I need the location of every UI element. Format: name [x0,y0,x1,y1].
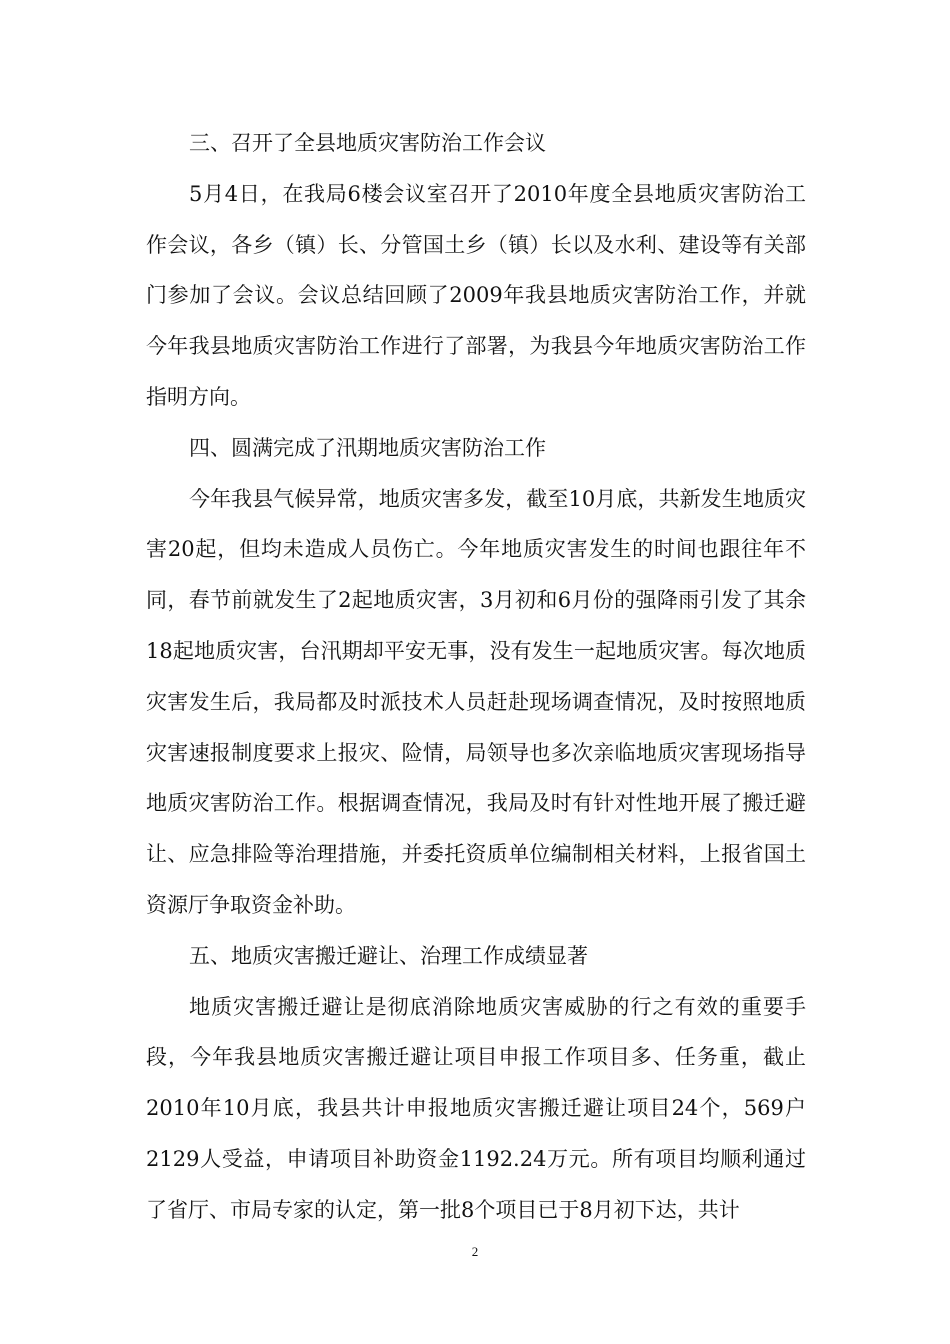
section-heading-5: 五、地质灾害搬迁避让、治理工作成绩显著 [189,943,588,968]
section-heading-3: 三、召开了全县地质灾害防治工作会议 [189,131,546,155]
page-number: 2 [471,1244,479,1259]
section-heading-4: 四、圆满完成了汛期地质灾害防治工作 [189,435,546,460]
paragraph-relocation: 地质灾害搬迁避让是彻底消除地质灾害威胁的行之有效的重要手段，今年我县地质灾害搬迁避让项目申报工作项目多、任务重，截止2010年10月底，我县共计申报地质灾害搬迁避让项目24个，569户2129人受益，申请项目补助资金1192.24万元。所有项目均顺利通过了省厅、市局专家的认定，第一批8个项目已于8月初下达，共计 [146,994,806,1222]
document-body [146,118,806,1236]
paragraph-flood-season: 今年我县气候异常，地质灾害多发，截至10月底，共新发生地质灾害20起，但均未造成人员伤亡。今年地质灾害发生的时间也跟往年不同，春节前就发生了2起地质灾害，3月初和6月份的强降雨引发了其余18起地质灾害，台汛期却平安无事，没有发生一起地质灾害。每次地质灾害发生后，我局都及时派技术人员赶赴现场调查情况，及时按照地质灾害速报制度要求上报灾、险情，局领导也多次亲临地质灾害现场指导地质灾害防治工作。根据调查情况，我局及时有针对性地开展了搬迁避让、应急排险等治理措施，并委托资质单位编制相关材料，上报省国土资源厅争取资金补助。 [146,486,806,917]
paragraph-meeting: 5月4日，在我局6楼会议室召开了2010年度全县地质灾害防治工作会议，各乡（镇）长、分管国土乡（镇）长以及水利、建设等有关部门参加了会议。会议总结回顾了2009年我县地质灾害防治工作，并就今年我县地质灾害防治工作进行了部署，为我县今年地质灾害防治工作指明方向。 [146,181,806,409]
